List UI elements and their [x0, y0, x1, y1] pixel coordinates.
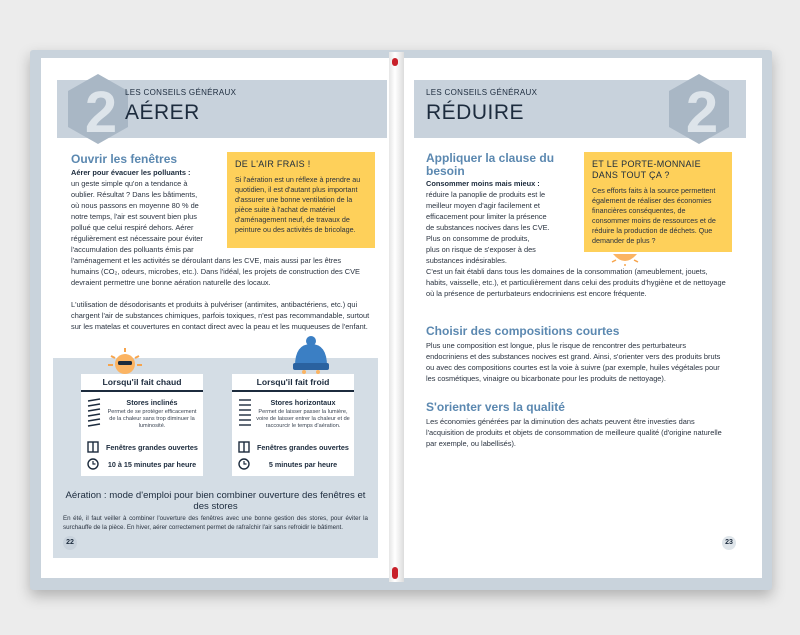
right-col-line: substances indésirables. — [426, 256, 507, 265]
chapter-number: 2 — [84, 80, 118, 145]
hot-card-title: Lorsqu'il fait chaud — [81, 374, 203, 392]
hot-item-1: Stores inclinés — [126, 398, 178, 407]
sun-icon — [610, 254, 640, 266]
left-section-heading: Ouvrir les fenêtres — [71, 152, 178, 166]
left-page-number: 22 — [63, 536, 77, 550]
right-lead-bold: Consommer moins mais mieux : — [426, 179, 540, 188]
right-page-number: 23 — [722, 536, 736, 550]
right-col-line: de substances nocives dans les CVE. — [426, 223, 550, 232]
left-col-line: oublier. Résultat ? Dans les bâtiments, — [71, 190, 198, 199]
left-page — [41, 58, 389, 578]
cold-weather-card — [232, 374, 354, 476]
cold-item-1-desc: Permet de laisser passer la lumière, voire de laisser entrer la chaleur et de raccourcir le temps d'aération. — [256, 409, 350, 429]
clock-icon — [238, 458, 250, 470]
cold-item-1: Stores horizontaux — [270, 398, 336, 407]
right-section-2-heading: Choisir des compositions courtes — [426, 324, 620, 338]
left-col-line: notre temps, l'air est souvent bien plus — [71, 212, 197, 221]
left-title: AÉRER — [125, 101, 200, 124]
left-kicker: LES CONSEILS GÉNÉRAUX — [125, 88, 237, 97]
bookmark-ribbon-top — [392, 58, 398, 66]
cold-item-2: Fenêtres grandes ouvertes — [257, 443, 349, 452]
wallet-box-title: ET LE PORTE-MONNAIE DANS TOUT ÇA ? — [592, 159, 701, 180]
aeration-panel — [53, 358, 378, 558]
right-col-line: meilleur moyen d'agir facilement et — [426, 201, 540, 210]
right-col-line: efficacement pour limiter la présence — [426, 212, 547, 221]
hot-weather-card — [81, 374, 203, 476]
cold-card-title: Lorsqu'il fait froid — [232, 374, 354, 392]
right-page — [404, 58, 762, 578]
hot-item-2: Fenêtres grandes ouvertes — [106, 443, 198, 452]
left-col-line: où nous passons en moyenne 80 % de — [71, 201, 199, 210]
aeration-body: En été, il faut veiller à combiner l'ouverture des fenêtres avec une bonne gestion des stores, pour éviter la surchauffe de la pièce. En hiver, aérer correctement permet de rafraîchir l'air sans refroidir le bâtiment. — [63, 515, 368, 531]
right-section-3-body: Les économies générées par la diminution des achats peuvent être investies dans l'acquisition de produits et objets de consommation de meilleure qualité (d'origine naturelle par exemple, ou labellisés). — [426, 417, 722, 448]
open-window-icon — [87, 441, 99, 453]
right-section-3-heading: S'orienter vers la qualité — [426, 400, 565, 414]
left-intro-column — [71, 167, 236, 255]
right-col-line: Plus on consomme de produits, — [426, 234, 530, 243]
clock-icon — [87, 458, 99, 470]
fresh-air-box — [227, 152, 375, 248]
book-spine — [389, 52, 404, 582]
chapter-number: 2 — [685, 80, 719, 145]
right-section-2-body: Plus une composition est longue, plus le risque de rencontrer des perturbateurs endocriniens et des substances nocives est grand. Ainsi, s'orienter vers des produits bruts ou avec des compositions courtes est la voie à suivre (par exemple, huiles végétales pour les cosmétiques, vinaigre ou bicarbonate pour les produits de nettoyage). — [426, 341, 721, 383]
left-col-line: un geste simple qu'on a tendance à — [71, 179, 188, 188]
cold-item-3: 5 minutes par heure — [268, 460, 338, 469]
left-col-line: pollué que celui respiré dehors. Aérer — [71, 223, 194, 232]
left-para-1-continued: l'aménagement et les activités se déroulant dans les CVE, mais aussi par les êtres humains (CO₂, odeurs, microbes, etc.). Dans l'idéal, les projets de construction des CVE devraient permettre une bonne aération naturelle des locaux. — [71, 256, 360, 287]
right-intro-column — [426, 178, 586, 266]
sun-icon — [105, 346, 145, 376]
right-col-line: réduire la panoplie de produits est le — [426, 190, 546, 199]
left-col-line: l'accumulation des polluants émis par — [71, 245, 194, 254]
aeration-title: Aération : mode d'emploi pour bien combiner ouverture des fenêtres et des stores — [65, 490, 366, 512]
bookmark-ribbon-bottom — [392, 567, 398, 579]
left-lead-bold: Aérer pour évacuer les polluants : — [71, 168, 191, 177]
right-section-1-heading: Appliquer la clause du besoin — [426, 151, 555, 178]
right-title: RÉDUIRE — [426, 101, 525, 124]
right-section-1-continued: C'est un fait établi dans tous les domaines de la consommation (ameublement, jouets, habits, vaisselle, etc.), et particulièrement dans celui des produits d'hygiène et de nettoyage où la présence de perturbateurs endocriniens est encore fréquente. — [426, 267, 726, 298]
wallet-box — [584, 152, 732, 252]
wallet-box-body: Ces efforts faits à la source permettent également de réaliser des économies financières conséquentes, de consommer moins de ressources et de réduire la production de déchets. Que demander de plus ? — [592, 186, 716, 245]
right-kicker: LES CONSEILS GÉNÉRAUX — [426, 88, 538, 97]
horizontal-blinds-icon — [238, 398, 252, 428]
hot-item-3: 10 à 15 minutes par heure — [107, 460, 197, 469]
open-window-icon — [238, 441, 250, 453]
number-hexagon-icon — [65, 72, 131, 146]
left-col-line: régulièrement est nécessaire pour éviter — [71, 234, 203, 243]
right-col-line: plus on risque de s'exposer à des — [426, 245, 536, 254]
fresh-air-box-body: Si l'aération est un réflexe à prendre au quotidien, il est d'autant plus important d'assurer une bonne ventilation de la pièce suite à l'achat de matériel d'aménagement neuf, de travaux de peinture ou des activités de bricolage. — [235, 175, 361, 234]
hot-item-1-desc: Permet de se protéger efficacement de la chaleur sans trop diminuer la luminosité. — [107, 409, 197, 429]
fresh-air-box-title: DE L'AIR FRAIS ! — [235, 159, 311, 169]
inclined-blinds-icon — [87, 398, 101, 428]
left-para-2: L'utilisation de désodorisants et produits à pulvériser (antimites, antibactériens, etc.) qui chargent l'air de substances chimiques, parfois toxiques, n'est pas recommandable, surtout sur les matelas et couvertures en contact direct avec la peau et les muqueuses de l'enfant. — [71, 300, 370, 331]
winter-hat-icon — [289, 336, 333, 376]
number-hexagon-icon — [666, 72, 732, 146]
